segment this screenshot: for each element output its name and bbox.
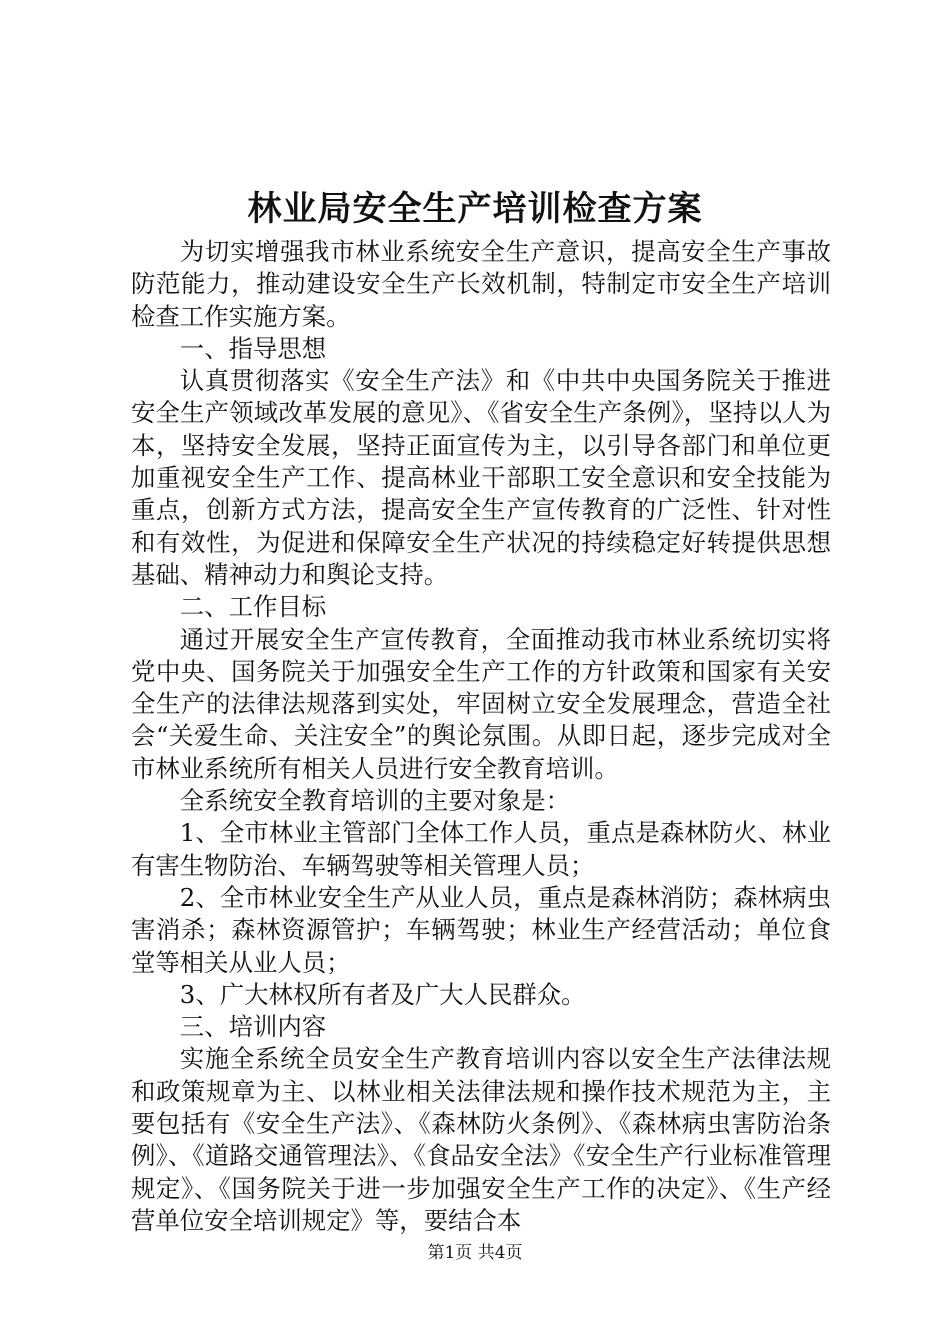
training-content-paragraph: 实施全系统全员安全生产教育培训内容以安全生产法律法规和政策规章为主、以林业相关法律法规和操作技术规范为主，主要包括有《安全生产法》、《森林防火条例》、《森林病虫害防治条例》、《道路交通管理法》、《食品安全法》《安全生产行业标准管理规定》、《国务院关于进一步加强安全生产工作的决定》、《生产经营单位安全培训规定》等，要结合本 <box>131 1044 831 1235</box>
work-goals-paragraph: 通过开展安全生产宣传教育，全面推动我市林业系统切实将党中央、国务院关于加强安全生产工作的方针政策和国家有关安全生产的法律法规落到实处，牢固树立安全发展理念，营造全社会“关爱生命、关注安全”的舆论氛围。从即日起，逐步完成对全市林业系统所有相关人员进行安全教育培训。 <box>131 624 831 783</box>
section-heading-training-content: 三、培训内容 <box>179 1012 327 1042</box>
intro-paragraph: 为切实增强我市林业系统安全生产意识，提高安全生产事故防范能力，推动建设安全生产长效机制，特制定市安全生产培训检查工作实施方案。 <box>131 237 831 331</box>
document-body <box>131 236 831 1237</box>
training-target-item-2: 2、全市林业安全生产从业人员，重点是森林消防；森林病虫害消杀；森林资源管护；车辆驾驶；林业生产经营活动；单位食堂等相关从业人员； <box>131 882 831 977</box>
training-target-item-1: 1、全市林业主管部门全体工作人员，重点是森林防火、林业有害生物防治、车辆驾驶等相关管理人员； <box>131 818 831 880</box>
page-footer: 第1页 共4页 <box>427 1243 523 1263</box>
guiding-ideology-paragraph: 认真贯彻落实《安全生产法》和《中共中央国务院关于推进安全生产领域改革发展的意见》、《省安全生产条例》，坚持以人为本，坚持安全发展，坚持正面宣传为主，以引导各部门和单位更加重视安全生产工作、提高林业干部职工安全意识和安全技能为重点，创新方式方法，提高安全生产宣传教育的广泛性、针对性和有效性，为促进和保障安全生产状况的持续稳定好转提供思想基础、精神动力和舆论支持。 <box>131 366 831 589</box>
training-targets-intro: 全系统安全教育培训的主要对象是： <box>179 786 571 816</box>
document-title: 林业局安全生产培训检查方案 <box>247 189 703 229</box>
section-heading-work-goals: 二、工作目标 <box>179 592 327 622</box>
training-target-item-3: 3、广大林权所有者及广大人民群众。 <box>179 979 586 1009</box>
section-heading-guiding-ideology: 一、指导思想 <box>179 333 327 363</box>
